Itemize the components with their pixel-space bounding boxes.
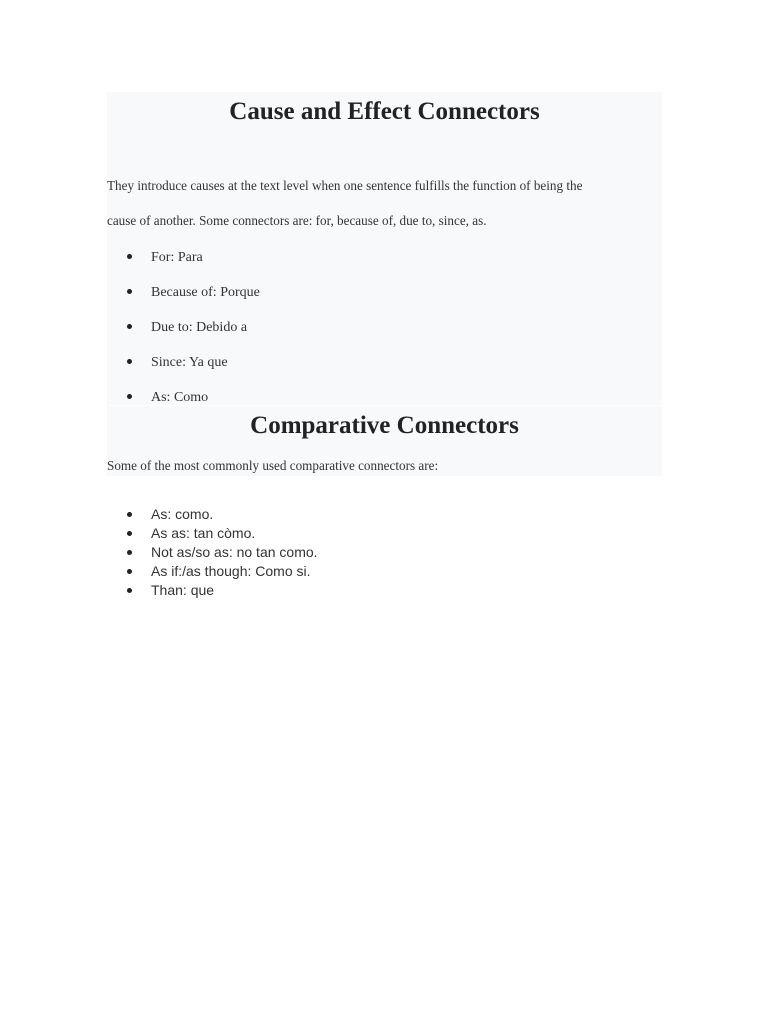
list-item-text: For: Para (151, 250, 203, 265)
list-item (127, 284, 260, 302)
bullet-icon (127, 254, 132, 259)
list-item (127, 319, 247, 337)
comparative-intro: Some of the most commonly used comparative connectors are: (107, 459, 439, 474)
bullet-icon (127, 394, 132, 399)
bullet-icon (127, 289, 132, 294)
list-item-text: As if:/as though: Como si. (151, 563, 311, 579)
list-item (127, 524, 255, 542)
bullet-icon (127, 569, 132, 574)
list-item-text: As: Como (151, 390, 209, 405)
list-item-text: As: como. (151, 506, 214, 522)
list-item-text: Because of: Porque (151, 285, 260, 300)
bullet-icon (127, 588, 132, 593)
bullet-icon (127, 324, 132, 329)
list-item (127, 543, 318, 561)
list-item-text: Due to: Debido a (151, 320, 248, 335)
list-item (127, 581, 214, 599)
bullet-icon (127, 550, 132, 555)
list-item (127, 354, 228, 372)
comparative-heading: Comparative Connectors (250, 412, 519, 439)
list-item-text: Not as/so as: no tan como. (151, 544, 318, 560)
list-item-text: Since: Ya que (151, 355, 228, 370)
cause-effect-heading: Cause and Effect Connectors (229, 98, 540, 125)
cause-description-line-2: cause of another. Some connectors are: for, because of, due to, since, as. (107, 214, 487, 229)
list-item-text: Than: que (151, 582, 215, 598)
list-item-text: As as: tan còmo. (151, 525, 256, 541)
list-item (127, 505, 213, 523)
bullet-icon (127, 512, 132, 517)
bullet-icon (127, 359, 132, 364)
list-item (127, 249, 203, 267)
list-item (127, 389, 208, 407)
cause-description-line-1: They introduce causes at the text level when one sentence fulfills the function of being the (107, 179, 583, 194)
list-item (127, 562, 311, 580)
bullet-icon (127, 531, 132, 536)
